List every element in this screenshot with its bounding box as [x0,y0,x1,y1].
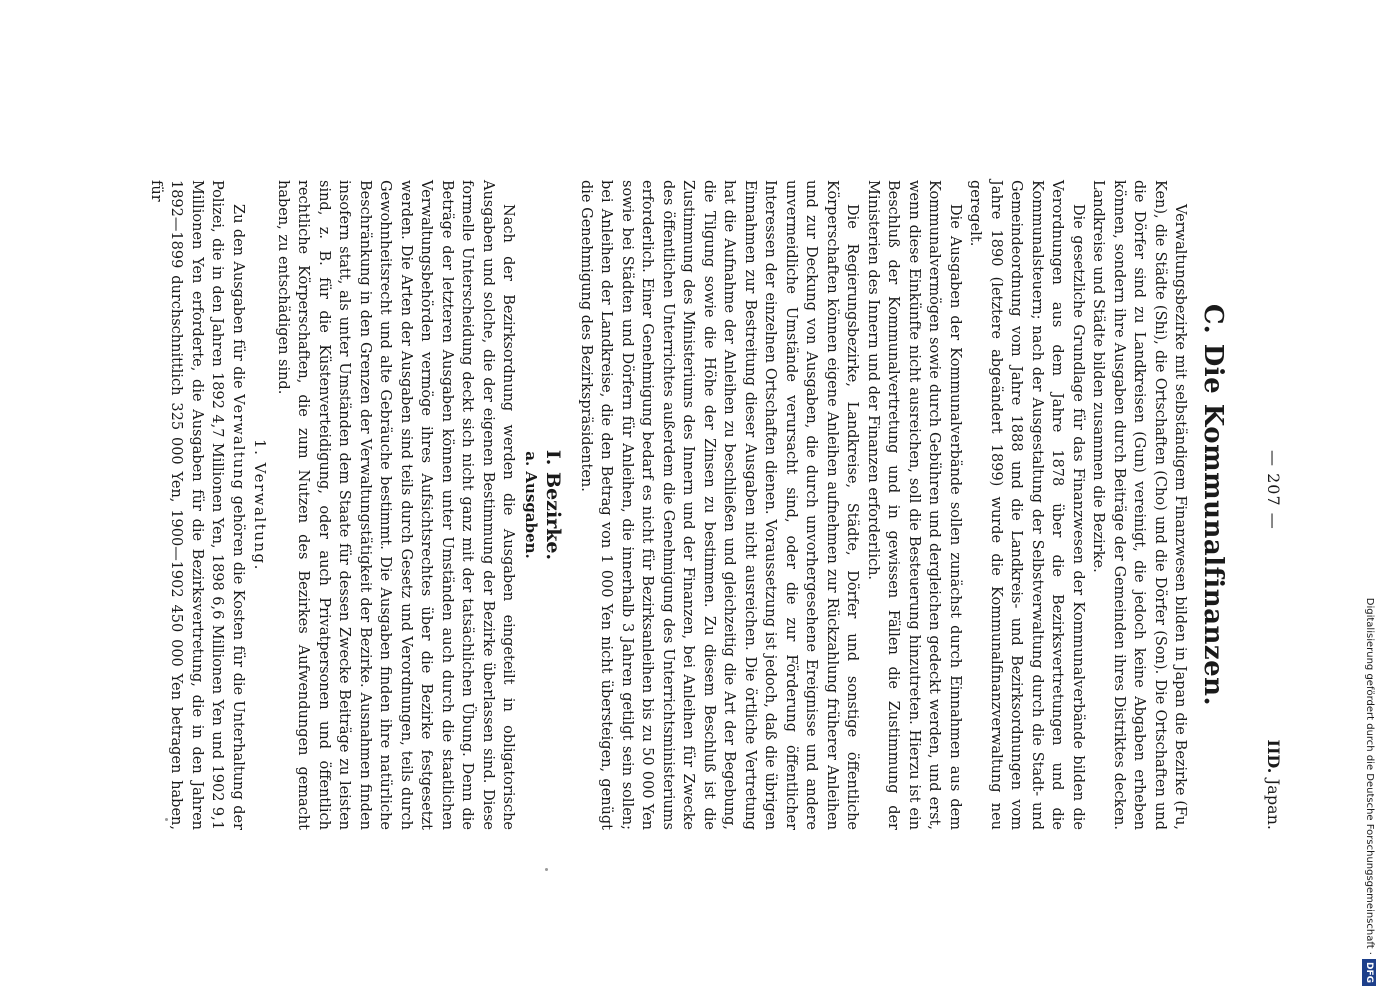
paragraph-lead: Zu den Ausgaben für die [230,204,246,389]
subsection-heading: a. Ausgaben. [522,451,540,559]
section-code: IID. [1264,739,1283,774]
paragraph [146,180,249,830]
paragraph-rest: gehören die Kosten für die Unterhaltung der Polizei, die in den Jahren 1892 4,7 Millionen Yen, 1898 6,6 Millionen Yen und 1902 9,1 Millionen Yen erforderte, die Ausgaben für die Bezirksvertretung, die in den Jahren 1892—1899 durchschnittlich 325 000 Yen, 1900—1902 450 000 Yen betragen haben, für [148,180,246,830]
digitization-credit [1360,16,1378,986]
scan-speck [545,868,548,871]
scan-speck [165,818,168,821]
dfg-logo: DFG [1362,959,1376,986]
chapter-title: C. Die Kommunalfinanzen. [1198,303,1228,707]
paragraph: Die gesetzliche Grundlage für das Finanzwesen der Kommunalverbände bilden die Verordnungen aus dem Jahre 1878 über die Bezirksvertretungen und die Kommunalsteuern; nach der Ausgestaltung der Selbstverwaltung durch die Stadt- und Gemeindeordnung vom Jahre 1888 und die Landkreis- und Bezirksordnungen vom Jahre 1890 (letztere abgeändert 1899) wurde die Kommunalfinanzverwaltung neu geregelt. [967,180,1086,830]
paragraph: Die Ausgaben der Kommunalverbände sollen zunächst durch Einnahmen aus dem Kommunalvermögen sowie durch Gebühren und dergleichen gedeckt werden, und erst, wenn diese Einkünfte nicht ausreichen, soll die Besteuerung hinzutreten. Hierzu ist ein Beschluß der Kommunalvertretung und in gewissen Fällen die Zustimmung der Ministerien des Innern und der Finanzen erforderlich. [865,180,963,830]
running-head [1259,180,1283,830]
paragraph: Die Regierungsbezirke, Landkreise, Städte, Dörfer und sonstige öffentliche Körperschaften können eigene Anleihen aufnehmen zur Rückzahlung früherer Anleihen und zur Deckung von Ausgaben, die durch unvorhergesehene Ereignisse und andere unvermeidliche Umstände verursacht sind, oder die zur Förderung öffentlicher Interessen der einzelnen Ortschaften dienen. Voraussetzung ist jedoch, daß die übrigen Einnahmen zur Bestreitung dieser Ausgaben nicht ausreichen. Die örtliche Vertretung hat die Aufnahme der Anleihen zu beschließen und gleichzeitig die Art der Begebung, die Tilgung sowie die Höhe der Zinsen zu bestimmen. Zu diesem Beschluß ist die Zustimmung des Ministeriums des Innern und der Finanzen, bei Anleihen für Zwecke des öffentlichen Unterrichtes außerdem die Genehmigung des Unterrichtsministeriums erforderlich. Einer Genehmigung bedarf es nicht für Bezirksanleihen bis zu 50 000 Yen sowie bei Städten und Dörfern für Anleihen, die innerhalb 3 Jahren getilgt sein sollen; bei Anleihen der Landkreise, die den Betrag von 1 000 Yen nicht übersteigen, genügt die Genehmigung des Bezirkspräsidenten. [578,180,861,830]
credit-text: Digitalisierung gefördert durch die Deutsche Forschungsgemeinschaft · [1364,597,1375,955]
page-number: — 207 — [1264,450,1283,530]
subsection-heading-verwaltung: 1. Verwaltung. [251,439,270,571]
page-content [146,180,1284,830]
section-header [1263,739,1284,830]
paragraph: Verwaltungsbezirke mit selbständigem Finanzwesen bilden in Japan die Bezirke (Fu, Ken), die Städte (Shi), die Ortschaften (Cho) und die Dörfer (Son). Die Ortschaften und die Dörfer sind zu Landkreisen (Gun) vereinigt, die jedoch keine Abgaben erheben können, sondern ihre Ausgaben durch Beiträge der Gemeinden ihres Distriktes decken. Landkreise und Städte bilden zusammen die Bezirke. [1090,180,1189,830]
credit-text-wrapper [1360,16,1378,986]
section-heading: I. Bezirke. [542,449,565,561]
paragraph: Nach der Bezirksordnung werden die Ausgaben eingeteilt in obligatorische Ausgaben und solche, die der eigenen Bestimmung der Bezirke überlassen sind. Diese formelle Unterscheidung deckt sich nicht ganz mit der tatsächlichen Übung. Denn die Beträge der letzteren Ausgaben können unter Umständen auch durch die staatlichen Verwaltungsbehörden vermöge ihres Aufsichtsrechtes über die Bezirke festgesetzt werden. Die Arten der Ausgaben sind teils durch Gesetz und Verordnungen, teils durch Gewohnheitsrecht und alte Gebräuche bestimmt. Die Ausgaben finden ihre natürliche Beschränkung in den Grenzen der Verwaltungstätigkeit der Bezirke. Ausnahmen finden insofern statt, als unter Umständen dem Staate für dessen Zwecke Beiträge zu leisten sind, z. B. für die Küstenverteidigung, oder auch Privatpersonen und öffentlich rechtliche Körperschaften, die zum Nutzen des Bezirkes Aufwendungen gemacht haben, zu entschädigen sind. [275,180,517,830]
emphasized-term: Verwaltung [230,394,246,491]
country-name: Japan. [1264,778,1283,830]
